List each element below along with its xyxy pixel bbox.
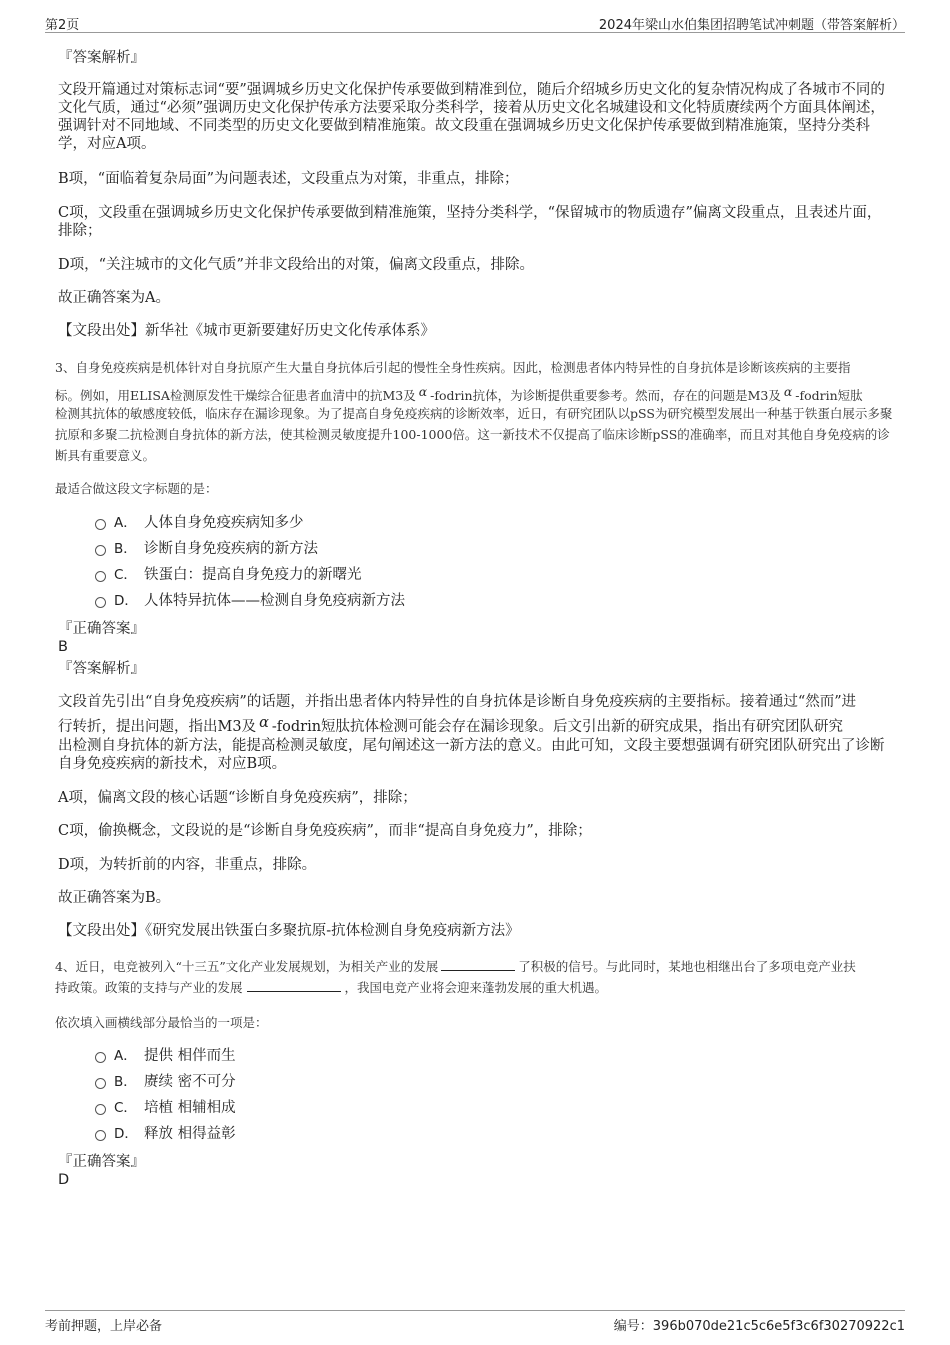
q3-stem-line1: 3、自身免疫疾病是机体针对自身抗原产生大量自身抗体后引起的慢性全身性疾病。因此，检测患者体内特异性的自身抗体是诊断该疾病的主要指 [55,360,851,375]
alpha-symbol: α [418,384,428,399]
q4-stem-line2: 持政策。政策的支持与产业的发展 ，我国电竞产业将会迎来蓬勃发展的重大机遇。 [55,980,608,995]
q4-option-b[interactable]: B． 赓续 密不可分 [95,1073,236,1091]
q3-analysis-line2: 行转折，提出问题，指出M3及 α -fodrin短肽抗体检测可能会存在漏诊现象。后文引出新的研究成果，指出有研究团队研究 [58,715,844,735]
radio-icon[interactable] [95,519,106,530]
q3-option-c-note: C项，偷换概念，文段说的是“诊断自身免疫疾病”，而非“提高自身免疫力”，排除； [58,823,592,839]
q3-option-d-note: D项，为转折前的内容，非重点，排除。 [58,857,317,873]
radio-icon[interactable] [95,1104,106,1115]
q2-option-b-note: B项，“面临着复杂局面”为问题表述，文段重点为对策，非重点，排除； [58,171,519,187]
q3-stem-rest: 检测其抗体的敏感度较低，临床存在漏诊现象。为了提高自身免疫疾病的诊断效率，近日，有研究团队以pSS为研究模型发展出一种基于铁蛋白展示多聚抗原和多聚二抗检测自身抗体的新方法，使其检测灵敏度提升100-1000倍。这一新技术不仅提高了临床诊断pSS的准确率，而且对其他自身免疫病的诊断具有重要意义。 [55,406,893,463]
q3-option-a[interactable]: A． 人体自身免疫疾病知多少 [95,514,304,532]
q3-answer: B [58,639,68,655]
q3-option-d[interactable]: D． 人体特异抗体——检测自身免疫病新方法 [95,592,405,610]
q4-option-d[interactable]: D． 释放 相得益彰 [95,1125,236,1143]
document-title: 2024年梁山水伯集团招聘笔试冲刺题（带答案解析） [598,18,905,33]
q4-option-a[interactable]: A． 提供 相伴而生 [95,1047,236,1065]
q4-answer: D [58,1172,70,1188]
fill-blank-1[interactable] [441,958,515,971]
radio-icon[interactable] [95,1052,106,1063]
fill-blank-2[interactable] [247,979,341,992]
q3-conclusion: 故正确答案为B。 [58,890,171,906]
q3-analysis-rest: 出检测自身抗体的新方法，能提高检测灵敏度，尾句阐述这一新方法的意义。由此可知，文段主要想强调有研究团队研究出了诊断自身免疫疾病的新技术，对应B项。 [58,738,885,772]
q2-analysis-text: 文段开篇通过对策标志词“要”强调城乡历史文化保护传承要做到精准到位，随后介绍城乡历史文化的复杂情况构成了各城市不同的文化气质，通过“必须”强调历史文化保护传承方法要采取分类科学，接着从历史文化名城建设和文化特质赓续两个方面具体阐述，强调针对不同地域、不同类型的历史文化要做到精准施策。故文段重在强调城乡历史文化保护传承要做到精准施策，坚持分类科学，对应A项。 [58,82,885,152]
footer-slogan: 考前押题，上岸必备 [45,1319,163,1334]
radio-icon[interactable] [95,597,106,608]
q4-option-c[interactable]: C． 培植 相辅相成 [95,1099,236,1117]
q2-option-d-note: D项，“关注城市的文化气质”并非文段给出的对策，偏离文段重点，排除。 [58,257,534,273]
radio-icon[interactable] [95,1078,106,1089]
q2-conclusion: 故正确答案为A。 [58,290,170,306]
q2-analysis-title: 『答案解析』 [58,50,145,66]
q4-answer-title: 『正确答案』 [58,1154,145,1170]
q4-prompt: 依次填入画横线部分最恰当的一项是： [55,1015,268,1030]
q3-source: 【文段出处】《研究发展出铁蛋白多聚抗原-抗体检测自身免疫病新方法》 [58,923,520,939]
footer-serial: 编号：396b070de21c5c6e5f3c6f30270922c1 [613,1319,905,1334]
alpha-symbol: α [783,384,793,399]
radio-icon[interactable] [95,571,106,582]
q2-option-c-note: C项，文段重在强调城乡历史文化保护传承要做到精准施策，坚持分类科学，“保留城市的物质遗存”偏离文段重点，且表述片面，排除； [58,205,882,239]
q4-stem-line1: 4、近日，电竞被列入“十三五”文化产业发展规划，为相关产业的发展 了积极的信号。与此同时，某地也相继出台了多项电竞产业扶 [55,959,856,974]
q2-source: 【文段出处】新华社《城市更新要建好历史文化传承体系》 [58,323,435,339]
q3-prompt: 最适合做这段文字标题的是： [55,481,218,496]
q3-stem-line2: 标。例如，用ELISA检测原发性干燥综合征患者血清中的抗M3及 α -fodrin抗体，为诊断提供重要参考。然而，存在的问题是M3及 α -fodrin短肽 [55,384,863,403]
q3-option-a-note: A项，偏离文段的核心话题“诊断自身免疫疾病”，排除； [58,790,417,806]
alpha-symbol: α [259,715,269,731]
radio-icon[interactable] [95,1130,106,1141]
q3-answer-title: 『正确答案』 [58,621,145,637]
q3-option-c[interactable]: C． 铁蛋白：提高自身免疫力的新曙光 [95,566,362,584]
q3-option-b[interactable]: B． 诊断自身免疫疾病的新方法 [95,540,318,558]
q3-analysis-line1: 文段首先引出“自身免疫疾病”的话题，并指出患者体内特异性的自身抗体是诊断自身免疫疾病的主要指标。接着通过“然而”进 [58,694,857,710]
q3-analysis-title: 『答案解析』 [58,661,145,677]
page-header [45,12,905,33]
page-footer [45,1310,905,1335]
radio-icon[interactable] [95,545,106,556]
page-number: 第2页 [45,18,80,33]
